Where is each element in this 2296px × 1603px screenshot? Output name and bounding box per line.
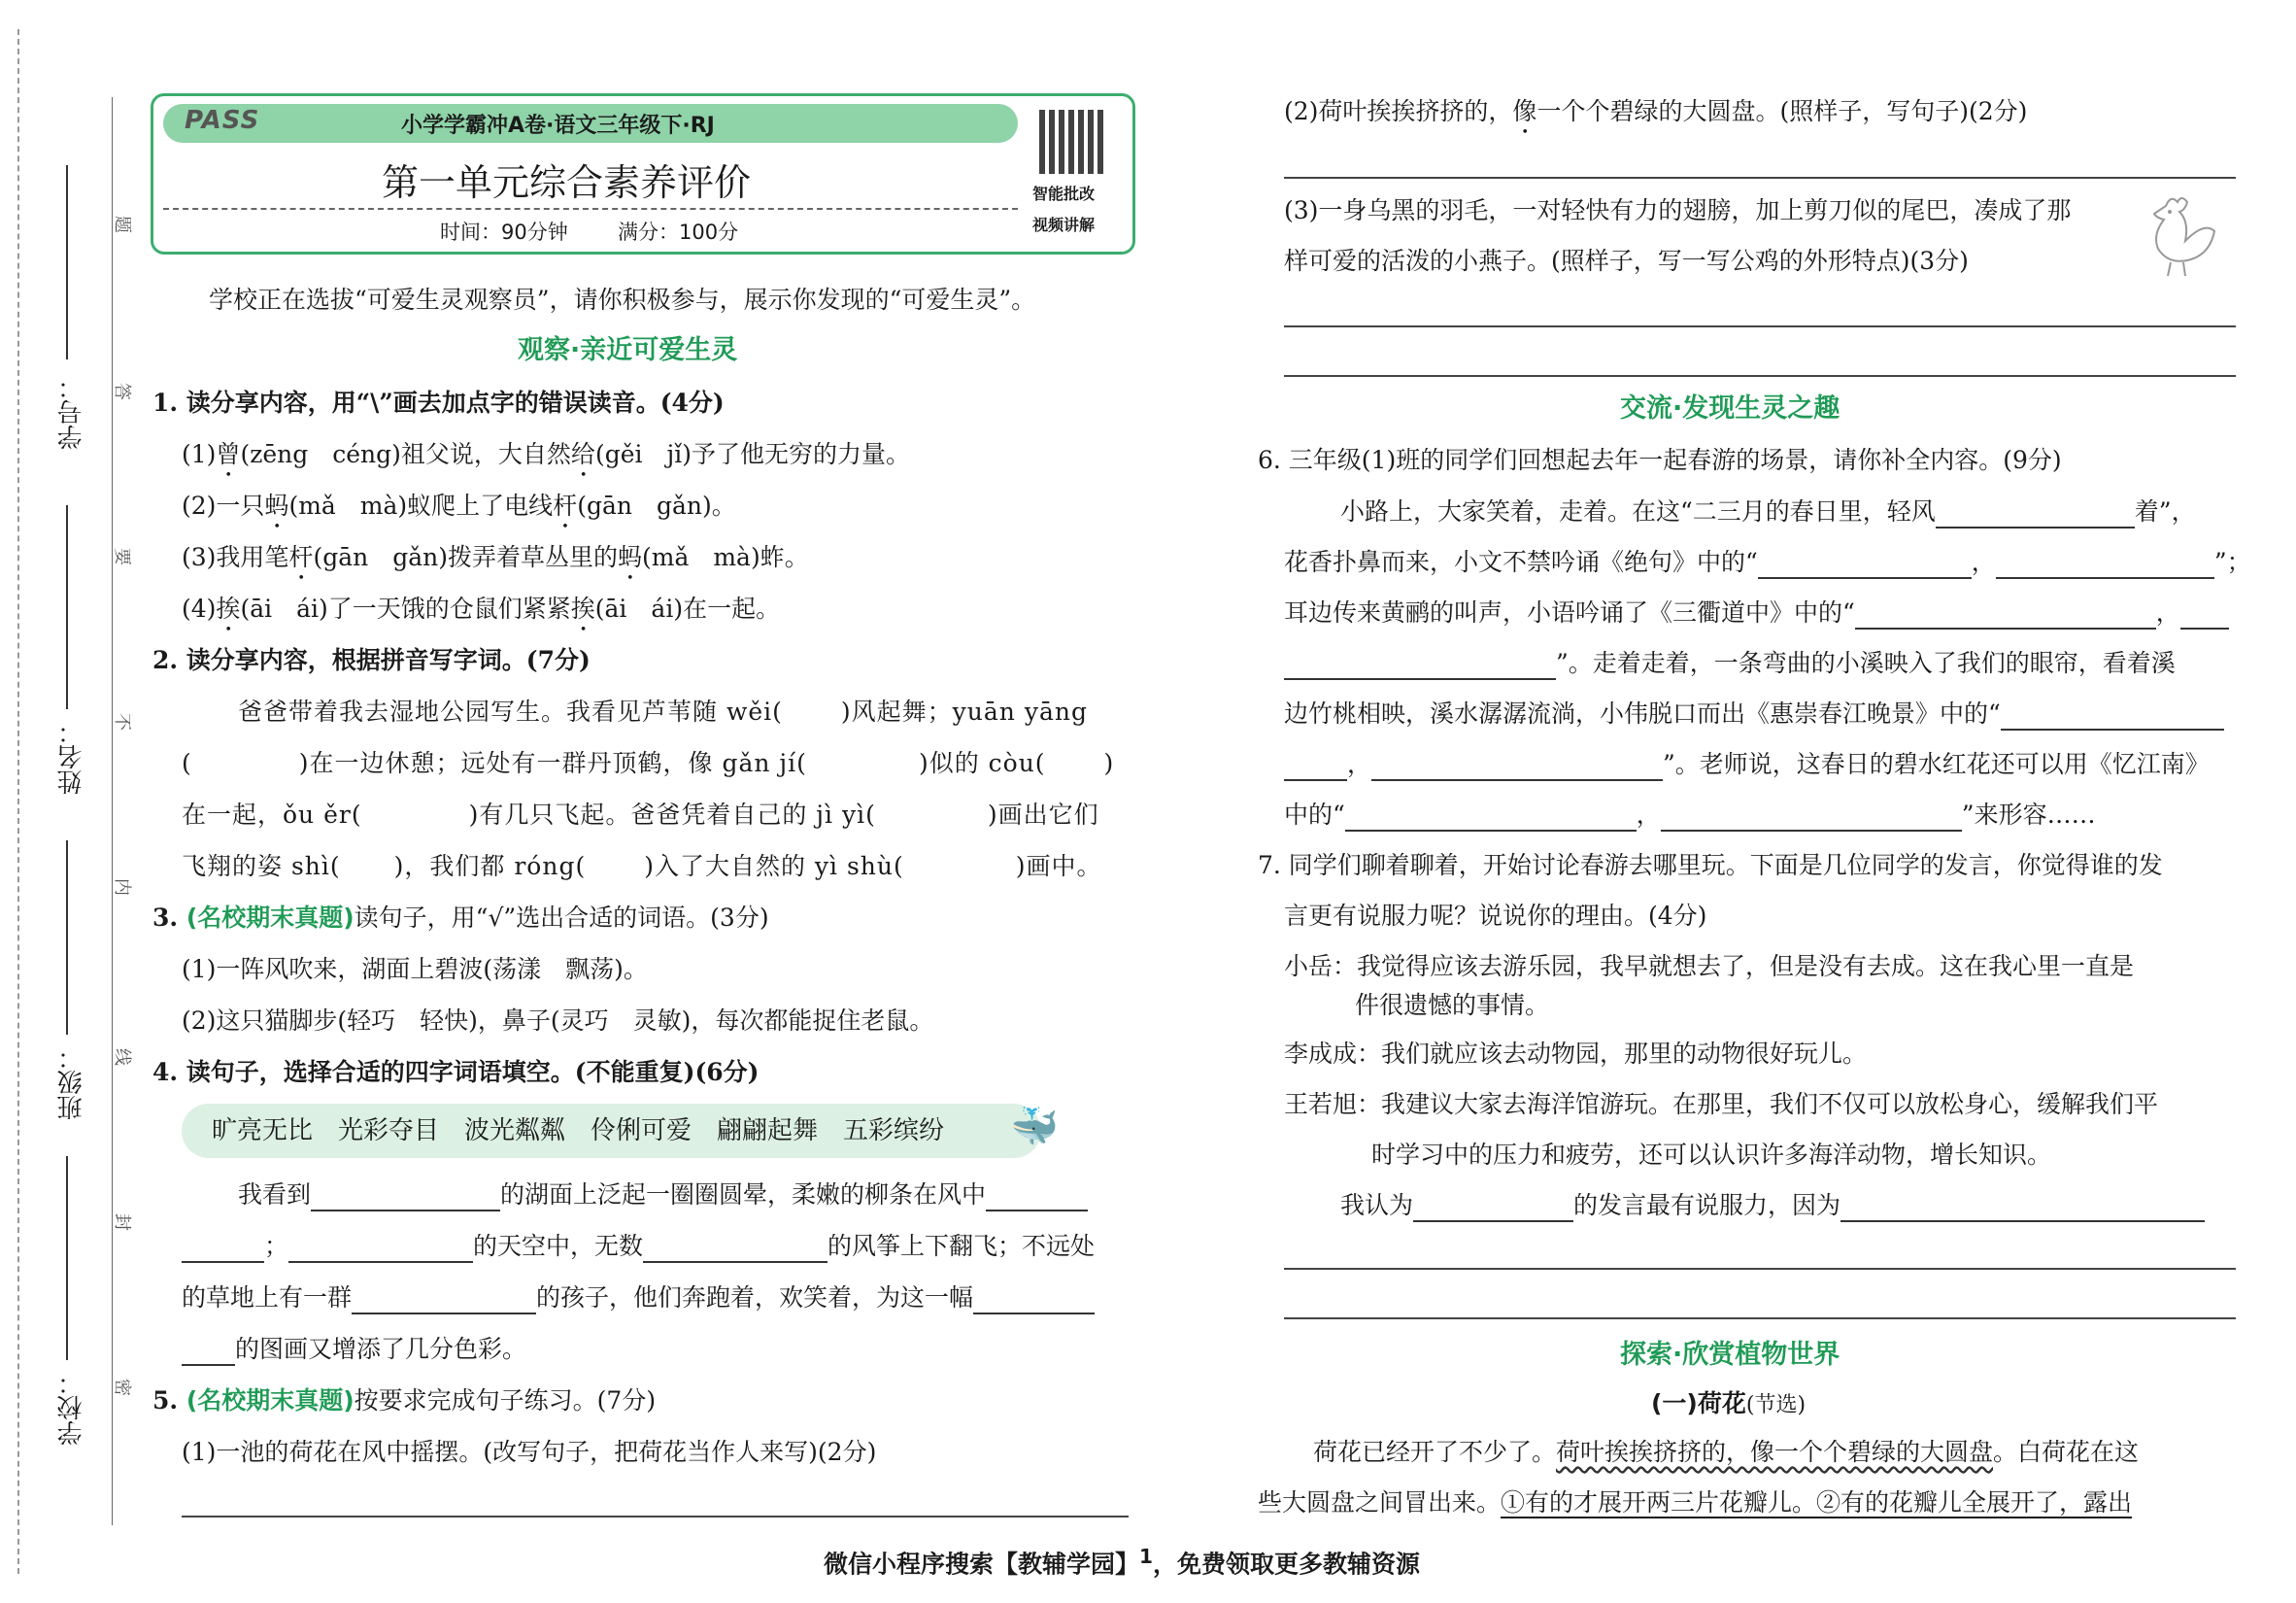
footer-promo: 微信小程序搜索【教辅学园】$^1$，免费领取更多教辅资源 <box>824 1545 1420 1579</box>
q7-opinion-b: 李成成：我们就应该去动物园，那里的动物很好玩儿。 <box>1284 1040 1868 1068</box>
q2-line2: ( )在一边休憩；远处有一群丹顶鹤，像 gǎn jí( )似的 còu( ) <box>182 749 1115 777</box>
q7-answer-line-1[interactable] <box>1284 1268 2236 1270</box>
q6-line4: ”。走着走着，一条弯曲的小溪映入了我们的眼帘，看着溪 <box>1284 647 2176 680</box>
qr-caption-1: 智能批改 <box>1032 185 1096 203</box>
q5-answer-line-4[interactable] <box>1284 375 2236 377</box>
section-title-explore: 探索·欣赏植物世界 <box>1620 1340 1840 1370</box>
name-label: 姓名： <box>57 719 86 795</box>
header-box <box>151 93 1135 255</box>
school-label: 学校： <box>57 1370 86 1446</box>
seal-char: 封 <box>112 1213 132 1231</box>
q6-line7: 中的“ ， ”来形容…… <box>1284 799 2096 832</box>
pass-logo: PASS <box>185 106 260 135</box>
seal-char: 答 <box>112 383 132 400</box>
q4-line2: ； 的天空中，无数 的风筝上下翻飞；不远处 <box>182 1230 1095 1263</box>
q1-item4: (4)挨(āi ái)了一天饿的仓鼠们紧紧挨(āi ái)在一起。 <box>182 595 781 623</box>
word-bank: 旷亮无比 光彩夺目 波光粼粼 伶俐可爱 翩翩起舞 五彩缤纷 <box>212 1116 945 1145</box>
exam-tag: (名校期末真题) <box>186 1386 355 1415</box>
series-name: 小学学霸冲A卷·语文三年级下·RJ <box>401 114 715 138</box>
q3-item1: (1)一阵风吹来，湖面上碧波(荡漾 飘荡)。 <box>182 955 648 983</box>
seal-char: 要 <box>112 548 132 565</box>
q7-opinion-c-cont: 时学习中的压力和疲劳，还可以认识许多海洋动物，增长知识。 <box>1371 1141 2052 1169</box>
class-field[interactable] <box>66 840 68 1035</box>
q1-item2: (2)一只蚂(mǎ mà)蚁爬上了电线杆(gān gǎn)。 <box>182 492 736 520</box>
exam-tag: (名校期末真题) <box>186 904 355 932</box>
q1-item1: (1)曾(zēng céng)祖父说，大自然给(gěi jǐ)予了他无穷的力量。 <box>182 440 910 468</box>
page-title: 第一单元综合素养评价 <box>382 161 752 204</box>
q6-line1: 小路上，大家笑着，走着。在这“二三月的春日里，轻风 着”， <box>1340 495 2196 529</box>
q7-answer-line-2[interactable] <box>1284 1317 2236 1319</box>
q7-opinion-c: 王若旭：我建议大家去海洋馆游玩。在那里，我们不仅可以放松身心，缓解我们平 <box>1284 1090 2159 1118</box>
intro-text: 学校正在选拔“可爱生灵观察员”，请你积极参与，展示你发现的“可爱生灵”。 <box>209 286 1036 314</box>
class-label: 班级： <box>57 1044 86 1120</box>
q7-opinion-a: 小岳：我觉得应该去游乐园，我早就想去了，但是没有去成。这在我心里一直是 <box>1284 952 2135 980</box>
section-title-observe: 观察·亲近可爱生灵 <box>518 335 738 365</box>
seal-char: 题 <box>112 216 132 233</box>
q1-item3: (3)我用笔杆(gān gǎn)拨弄着草丛里的蚂(mǎ mà)蚱。 <box>182 543 809 571</box>
q5-answer-line-1[interactable] <box>182 1516 1129 1518</box>
q5-item3: (3)一身乌黑的羽毛，一对轻快有力的翅膀，加上剪刀似的尾巴，凑成了那 <box>1284 196 2072 224</box>
q2-line3: 在一起，ǒu ěr( )有几只飞起。爸爸凭着自己的 jì yì( )画出它们 <box>182 801 1099 829</box>
school-field[interactable] <box>66 1156 68 1360</box>
q5-item2: (2)荷叶挨挨挤挤的，像一个个碧绿的大圆盘。(照样子，写句子)(2分) <box>1284 97 2028 125</box>
full-score: 满分：100分 <box>618 221 739 244</box>
seal-char: 线 <box>112 1048 132 1066</box>
page-number: 1 <box>1139 1545 1153 1568</box>
cut-line <box>17 29 19 1574</box>
seal-char: 内 <box>112 878 132 896</box>
q7-opinion-a-cont: 件很遗憾的事情。 <box>1355 991 1550 1019</box>
q2-line4: 飞翔的姿 shì( )，我们都 róng( )入了大自然的 yì shù( )画中。 <box>182 852 1102 880</box>
q6-stem: 6. 三年级(1)班的同学们回想起去年一起春游的场景，请你补全内容。(9分) <box>1258 446 2062 474</box>
time-limit: 时间：90分钟 <box>440 221 568 244</box>
q7-stem-1: 7. 同学们聊着聊着，开始讨论春游去哪里玩。下面是几位同学的发言，你觉得谁的发 <box>1258 851 2163 879</box>
q3-stem: 3. (名校期末真题)读句子，用“√”选出合适的词语。(3分) <box>152 904 769 932</box>
q4-line3: 的草地上有一群 的孩子，他们奔跑着，欢笑着，为这一幅 <box>182 1281 1095 1314</box>
qr-code-icon[interactable] <box>1039 110 1103 174</box>
q7-answer: 我认为 的发言最有说服力，因为 <box>1340 1189 2205 1222</box>
student-id-label: 学号： <box>57 374 86 450</box>
student-id-field[interactable] <box>66 165 68 359</box>
q2-line1: 爸爸带着我去湿地公园写生。我看见芦苇随 wěi( )风起舞；yuān yāng <box>238 698 1088 726</box>
q2-stem: 2. 读分享内容，根据拼音写字词。(7分) <box>152 646 591 674</box>
name-field[interactable] <box>66 505 68 709</box>
q3-item2: (2)这只猫脚步(轻巧 轻快)，鼻子(灵巧 灵敏)，每次都能捉住老鼠。 <box>182 1006 934 1035</box>
q5-item3-cont: 样可爱的活泼的小燕子。(照样子，写一写公鸡的外形特点)(3分) <box>1284 247 1969 275</box>
reading-para-1: 荷花已经开了不少了。荷叶挨挨挤挤的，像一个个碧绿的大圆盘。白荷花在这 <box>1313 1438 2140 1466</box>
q4-line1: 我看到 的湖面上泛起一圈圈圆晕，柔嫩的柳条在风中 <box>238 1178 1088 1211</box>
reading-para-2: 些大圆盘之间冒出来。①有的才展开两三片花瓣儿。②有的花瓣儿全展开了，露出 <box>1258 1488 2133 1517</box>
q4-line4: 的图画又增添了几分色彩。 <box>182 1333 526 1366</box>
q6-line2: 花香扑鼻而来，小文不禁吟诵《绝句》中的“ ， ”； <box>1284 546 2251 579</box>
q6-line5: 边竹桃相映，溪水潺潺流淌，小伟脱口而出《惠崇春江晚景》中的“ <box>1284 698 2224 731</box>
header-divider <box>163 208 1018 210</box>
seal-char: 密 <box>112 1379 132 1396</box>
seal-line <box>112 97 113 1525</box>
seal-char: 不 <box>112 713 132 731</box>
q5-stem: 5. (名校期末真题)按要求完成句子练习。(7分) <box>152 1386 657 1415</box>
q5-answer-line-3[interactable] <box>1284 325 2236 327</box>
q1-stem: 1. 读分享内容，用“\”画去加点字的错误读音。(4分) <box>152 389 725 417</box>
whale-icon: 🐳 <box>1010 1105 1059 1149</box>
rooster-icon <box>2137 187 2224 279</box>
reading-title: (一)荷花(节选) <box>1651 1389 1806 1417</box>
q6-line6: ， ”。老师说，这春日的碧水红花还可以用《忆江南》 <box>1284 748 2210 781</box>
qr-caption-2: 视频讲解 <box>1032 216 1096 234</box>
q5-answer-line-2[interactable] <box>1284 177 2236 179</box>
section-title-communicate: 交流·发现生灵之趣 <box>1620 393 1840 424</box>
q7-stem-2: 言更有说服力呢？说说你的理由。(4分) <box>1284 902 1707 930</box>
q6-line3: 耳边传来黄鹂的叫声，小语吟诵了《三衢道中》中的“ ， <box>1284 597 2229 630</box>
q5-item1: (1)一池的荷花在风中摇摆。(改写句子，把荷花当作人来写)(2分) <box>182 1438 877 1466</box>
q4-stem: 4. 读句子，选择合适的四字词语填空。(不能重复)(6分) <box>152 1058 760 1086</box>
